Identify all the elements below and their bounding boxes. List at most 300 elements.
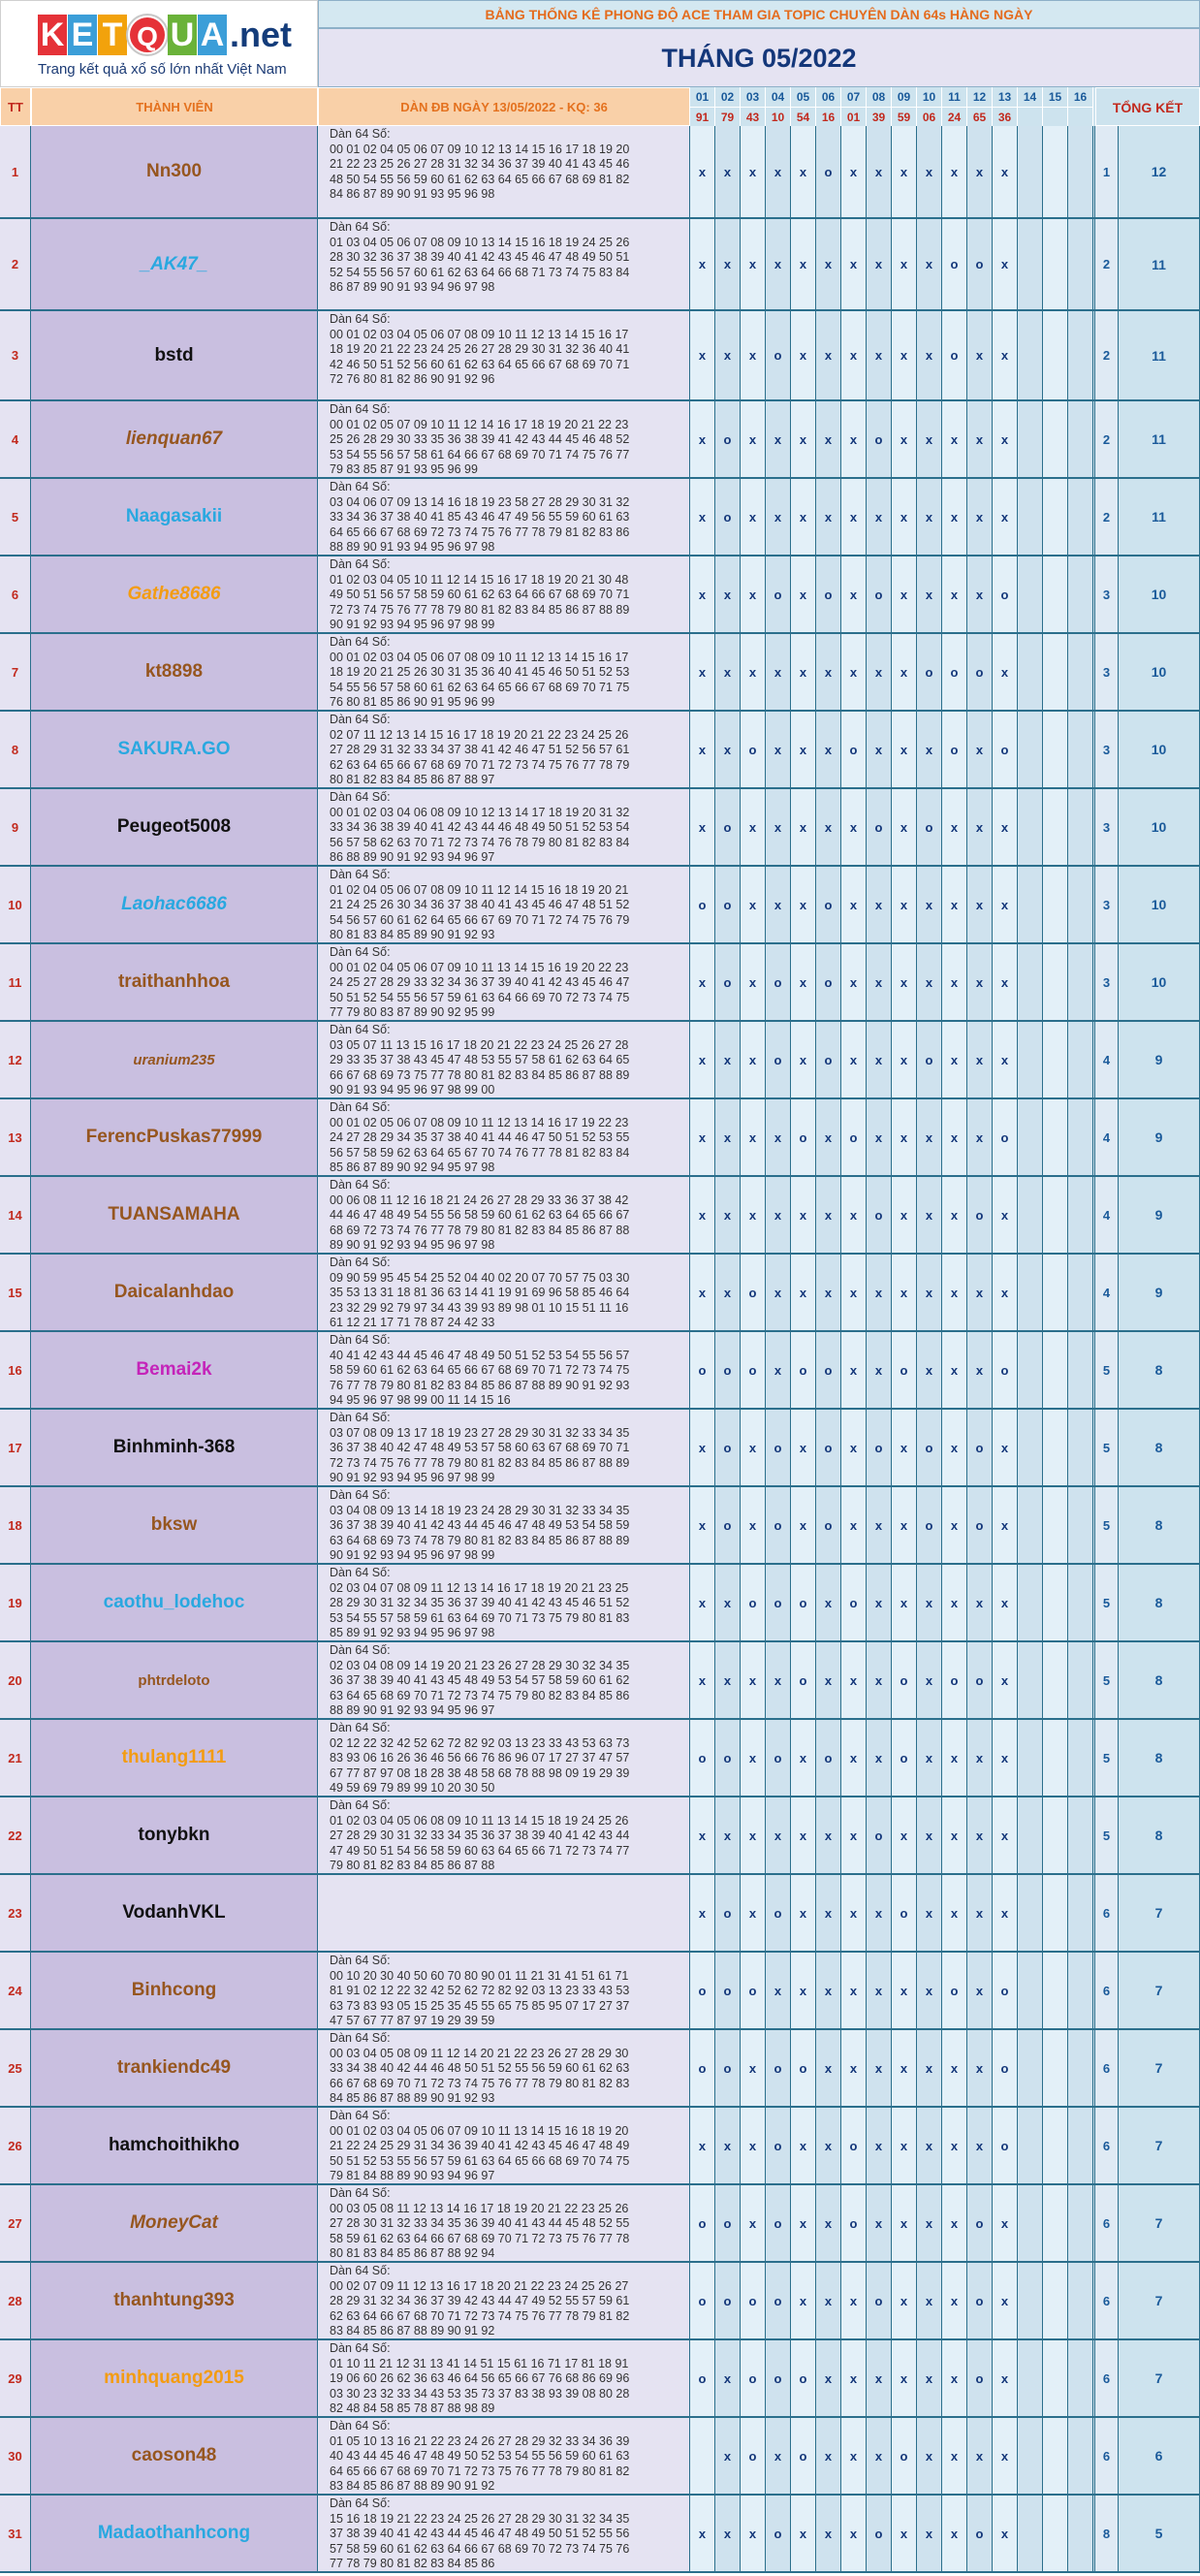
member-name[interactable]: TUANSAMAHA — [31, 1177, 318, 1255]
member-name[interactable]: Peugeot5008 — [31, 789, 318, 867]
day-mark: o — [942, 1642, 967, 1720]
total-hits: 6 — [1095, 2340, 1119, 2418]
day-mark: o — [993, 2030, 1018, 2108]
member-name[interactable]: phtrdeloto — [31, 1642, 318, 1720]
day-result: 79 — [715, 107, 741, 126]
day-result: 39 — [867, 107, 892, 126]
dan-numbers — [318, 1255, 690, 1332]
day-mark: x — [715, 311, 741, 401]
day-mark — [1018, 1177, 1043, 1255]
day-mark — [1018, 1565, 1043, 1642]
day-mark: x — [993, 479, 1018, 557]
table-row — [0, 1099, 1200, 1177]
dan-line: 47 57 67 77 87 97 19 29 39 59 — [330, 2014, 495, 2027]
dan-line: 61 12 21 17 71 78 87 24 42 33 — [330, 1316, 495, 1329]
total-misses: 8 — [1119, 1410, 1200, 1487]
dan-line: 80 81 82 83 84 85 86 87 88 97 — [330, 773, 495, 786]
day-mark: x — [892, 2108, 917, 2185]
day-mark: x — [690, 634, 715, 712]
member-name[interactable]: Daicalanhdao — [31, 1255, 318, 1332]
member-name[interactable]: Naagasakii — [31, 479, 318, 557]
dan-line: 52 54 55 56 57 60 61 62 63 64 66 68 71 73 74 75 83 84 — [330, 265, 630, 279]
day-mark: x — [816, 2340, 841, 2418]
day-mark: x — [841, 1410, 867, 1487]
table-row — [0, 789, 1200, 867]
day-mark: o — [766, 1720, 791, 1797]
dan-line: 23 32 29 92 79 97 34 43 39 93 89 98 01 10 15 51 11 16 — [330, 1300, 629, 1315]
day-mark: x — [690, 1022, 715, 1099]
day-mark: x — [690, 1797, 715, 1875]
day-mark: o — [867, 401, 892, 479]
dan-line: 27 28 30 31 32 33 34 35 36 39 40 41 43 44 45 48 52 55 — [330, 2216, 630, 2230]
day-result: 54 — [791, 107, 816, 126]
day-mark: x — [791, 1177, 816, 1255]
day-mark: o — [690, 2030, 715, 2108]
day-mark: o — [942, 219, 967, 311]
dan-line: 72 73 74 75 76 77 78 79 80 81 82 83 84 85 86 87 88 89 — [330, 1455, 630, 1470]
member-name[interactable]: caoson48 — [31, 2418, 318, 2496]
day-mark: o — [791, 2418, 816, 2496]
member-name[interactable]: hamchoithikho — [31, 2108, 318, 2185]
day-header: 04 — [766, 87, 791, 107]
dan-numbers — [318, 1022, 690, 1099]
day-mark — [1018, 557, 1043, 634]
dan-numbers — [318, 712, 690, 789]
dan-line: 90 91 92 93 94 95 96 97 98 99 — [330, 1548, 495, 1562]
total-misses: 7 — [1119, 2340, 1200, 2418]
dan-numbers — [318, 2030, 690, 2108]
dan-line: 49 59 69 79 89 99 10 20 30 50 — [330, 1781, 495, 1795]
day-mark: o — [715, 1720, 741, 1797]
day-mark: o — [841, 712, 867, 789]
day-mark: x — [741, 219, 766, 311]
day-mark: x — [942, 1332, 967, 1410]
total-hits: 6 — [1095, 1875, 1119, 1953]
day-mark: x — [741, 2496, 766, 2573]
day-mark: o — [867, 2496, 892, 2573]
day-mark: o — [993, 2108, 1018, 2185]
row-number: 28 — [0, 2263, 31, 2340]
day-mark: x — [816, 1565, 841, 1642]
dan-numbers — [318, 2340, 690, 2418]
day-mark: o — [917, 789, 942, 867]
col-header-dan: DÀN ĐB NGÀY 13/05/2022 - KQ: 36 — [318, 87, 690, 126]
day-mark: x — [942, 401, 967, 479]
day-mark: x — [993, 1875, 1018, 1953]
day-mark: o — [816, 1332, 841, 1410]
member-name[interactable]: bksw — [31, 1487, 318, 1565]
dan-line: 02 07 11 12 13 14 15 16 17 18 19 20 21 22 23 24 25 26 — [330, 727, 629, 742]
member-name[interactable]: traithanhhoa — [31, 944, 318, 1022]
day-mark: x — [967, 2030, 993, 2108]
day-mark: o — [967, 2185, 993, 2263]
dan-line: Dàn 64 Số: — [330, 868, 391, 881]
day-mark: x — [993, 944, 1018, 1022]
dan-line: 25 26 28 29 30 33 35 36 38 39 41 42 43 44 45 46 48 52 — [330, 432, 630, 446]
day-mark: x — [841, 401, 867, 479]
day-mark: x — [816, 712, 841, 789]
day-mark: o — [715, 401, 741, 479]
dan-line: 36 37 38 39 40 41 42 43 44 45 46 47 48 49 53 54 58 59 — [330, 1518, 630, 1532]
member-name[interactable]: Gathe8686 — [31, 557, 318, 634]
dan-line: 50 51 52 53 55 56 57 59 61 63 64 65 66 68 69 70 74 75 — [330, 2153, 630, 2168]
row-number: 2 — [0, 219, 31, 311]
day-header: 09 — [892, 87, 917, 107]
total-hits: 3 — [1095, 712, 1119, 789]
row-number: 15 — [0, 1255, 31, 1332]
dan-line: 63 64 65 68 69 70 71 72 73 74 75 79 80 82 83 84 85 86 — [330, 1688, 630, 1702]
day-mark: o — [816, 867, 841, 944]
day-mark: o — [741, 2418, 766, 2496]
day-mark: x — [791, 1022, 816, 1099]
dan-line: 28 30 32 36 37 38 39 40 41 42 43 45 46 47 48 49 50 51 — [330, 250, 630, 264]
table-row — [0, 1642, 1200, 1720]
day-mark: x — [917, 1255, 942, 1332]
dan-line: Dàn 64 Số: — [330, 945, 391, 959]
day-header: 07 — [841, 87, 867, 107]
day-mark: x — [841, 634, 867, 712]
member-name[interactable]: Nn300 — [31, 126, 318, 219]
day-mark: x — [816, 1642, 841, 1720]
dan-line: 40 43 44 45 46 47 48 49 50 52 53 54 55 56 59 60 61 63 — [330, 2449, 630, 2463]
member-name[interactable]: Bemai2k — [31, 1332, 318, 1410]
day-mark: x — [766, 634, 791, 712]
day-mark — [1068, 2418, 1093, 2496]
member-name[interactable]: SAKURA.GO — [31, 712, 318, 789]
member-name[interactable]: FerencPuskas77999 — [31, 1099, 318, 1177]
day-mark: x — [867, 1953, 892, 2030]
total-hits: 6 — [1095, 2263, 1119, 2340]
day-mark: x — [791, 2263, 816, 2340]
day-mark: x — [892, 1410, 917, 1487]
dan-line: 03 30 23 32 33 34 43 53 35 73 37 83 38 93 39 08 80 28 — [330, 2386, 630, 2401]
day-mark: x — [791, 1410, 816, 1487]
day-mark: x — [741, 2108, 766, 2185]
table-row — [0, 1177, 1200, 1255]
day-mark: x — [690, 1255, 715, 1332]
day-mark: x — [867, 1255, 892, 1332]
day-result: 01 — [841, 107, 867, 126]
member-name[interactable]: tonybkn — [31, 1797, 318, 1875]
day-mark: x — [993, 867, 1018, 944]
day-mark: o — [791, 1642, 816, 1720]
day-mark: x — [791, 1953, 816, 2030]
day-mark: x — [741, 2030, 766, 2108]
day-mark: x — [967, 557, 993, 634]
member-name[interactable]: uranium235 — [31, 1022, 318, 1099]
dan-line: 00 01 02 03 04 05 06 07 08 09 10 11 12 13 14 15 16 17 — [330, 327, 629, 341]
total-misses: 6 — [1119, 2418, 1200, 2496]
day-mark: o — [942, 634, 967, 712]
day-mark: o — [892, 2418, 917, 2496]
day-mark: x — [741, 1410, 766, 1487]
row-number: 13 — [0, 1099, 31, 1177]
day-mark — [1018, 1332, 1043, 1410]
day-mark: x — [715, 2496, 741, 2573]
day-mark: x — [791, 1875, 816, 1953]
col-header-member: THÀNH VIÊN — [31, 87, 318, 126]
dan-numbers — [318, 557, 690, 634]
member-name[interactable]: VodanhVKL — [31, 1875, 318, 1953]
day-mark: x — [766, 479, 791, 557]
row-number: 26 — [0, 2108, 31, 2185]
day-mark — [1043, 1720, 1068, 1797]
day-mark: x — [715, 1255, 741, 1332]
day-mark: x — [993, 401, 1018, 479]
dan-line: 66 67 68 69 70 71 72 73 74 75 76 77 78 79 80 81 82 83 — [330, 2076, 630, 2090]
row-number: 16 — [0, 1332, 31, 1410]
row-number: 27 — [0, 2185, 31, 2263]
day-mark: x — [741, 944, 766, 1022]
day-mark — [1043, 2340, 1068, 2418]
day-mark: x — [867, 2108, 892, 2185]
day-mark: x — [867, 867, 892, 944]
total-hits: 4 — [1095, 1177, 1119, 1255]
dan-line: 79 80 81 82 83 84 85 86 87 88 — [330, 1859, 495, 1872]
member-name[interactable]: Madaothanhcong — [31, 2496, 318, 2573]
dan-line: Dàn 64 Số: — [330, 790, 391, 804]
dan-line: 37 38 39 40 41 42 43 44 45 46 47 48 49 50 51 52 55 56 — [330, 2527, 630, 2540]
day-mark — [1043, 944, 1068, 1022]
day-mark: o — [967, 634, 993, 712]
total-hits: 5 — [1095, 1410, 1119, 1487]
day-mark — [1043, 2185, 1068, 2263]
row-number: 17 — [0, 1410, 31, 1487]
day-mark — [1018, 2030, 1043, 2108]
dan-line: 00 01 02 05 06 07 08 09 10 11 12 13 14 16 17 19 22 23 — [330, 1115, 629, 1129]
day-mark — [1043, 311, 1068, 401]
day-mark — [1043, 2263, 1068, 2340]
day-mark: x — [766, 789, 791, 867]
day-mark: x — [766, 1177, 791, 1255]
day-mark — [1068, 1642, 1093, 1720]
day-mark: x — [690, 311, 715, 401]
dan-line: 53 54 55 57 58 59 61 63 64 69 70 71 73 75 79 80 81 83 — [330, 1610, 630, 1625]
day-mark — [1018, 2108, 1043, 2185]
day-mark — [1018, 867, 1043, 944]
dan-line: 88 89 90 91 93 94 95 96 97 98 — [330, 540, 495, 554]
member-name[interactable]: bstd — [31, 311, 318, 401]
day-result: 65 — [967, 107, 993, 126]
dan-line: 21 24 25 26 30 34 36 37 38 40 41 43 45 46 47 48 51 52 — [330, 898, 630, 911]
day-mark: x — [741, 1487, 766, 1565]
day-mark: x — [867, 126, 892, 219]
table-row — [0, 1332, 1200, 1410]
row-number: 18 — [0, 1487, 31, 1565]
day-mark: o — [741, 1953, 766, 2030]
day-mark: x — [967, 479, 993, 557]
day-mark: o — [841, 1099, 867, 1177]
day-mark: x — [967, 712, 993, 789]
day-mark: x — [816, 1177, 841, 1255]
day-mark: x — [993, 1022, 1018, 1099]
total-misses: 7 — [1119, 2108, 1200, 2185]
day-mark: o — [715, 2185, 741, 2263]
day-mark: o — [741, 2340, 766, 2418]
day-mark — [1043, 2108, 1068, 2185]
table-row — [0, 2185, 1200, 2263]
member-name[interactable]: _AK47_ — [31, 219, 318, 311]
day-mark: x — [690, 126, 715, 219]
table-row — [0, 1797, 1200, 1875]
table-row — [0, 1487, 1200, 1565]
day-mark: x — [816, 401, 841, 479]
member-name[interactable]: MoneyCat — [31, 2185, 318, 2263]
dan-numbers — [318, 634, 690, 712]
day-mark: x — [715, 712, 741, 789]
day-mark — [1018, 712, 1043, 789]
day-mark — [1068, 2030, 1093, 2108]
day-mark — [1043, 1797, 1068, 1875]
dan-numbers — [318, 1953, 690, 2030]
member-name[interactable]: kt8898 — [31, 634, 318, 712]
day-mark: x — [993, 1255, 1018, 1332]
dan-line: 15 16 18 19 21 22 23 24 25 26 27 28 29 30 31 32 34 35 — [330, 2511, 630, 2526]
dan-line: 00 02 07 09 11 12 13 16 17 18 20 21 22 23 24 25 26 27 — [330, 2278, 629, 2293]
member-name[interactable]: minhquang2015 — [31, 2340, 318, 2418]
day-mark — [1068, 1410, 1093, 1487]
row-number: 31 — [0, 2496, 31, 2573]
dan-line: 00 01 02 03 04 06 08 09 10 12 13 14 17 18 19 20 31 32 — [330, 805, 630, 819]
day-mark: x — [791, 944, 816, 1022]
day-mark: x — [690, 2108, 715, 2185]
dan-line: 80 81 83 84 85 89 90 91 92 93 — [330, 928, 495, 941]
dan-line: 76 80 81 85 86 90 91 95 96 99 — [330, 695, 495, 709]
day-mark — [1068, 2496, 1093, 2573]
logo-letter: A — [198, 15, 227, 55]
day-mark — [1043, 1410, 1068, 1487]
day-mark: x — [917, 1797, 942, 1875]
day-mark: x — [917, 1177, 942, 1255]
day-mark: x — [715, 1022, 741, 1099]
day-mark — [690, 2418, 715, 2496]
total-misses: 8 — [1119, 1565, 1200, 1642]
table-row — [0, 867, 1200, 944]
day-mark: o — [715, 1332, 741, 1410]
day-mark: x — [766, 2418, 791, 2496]
row-number: 29 — [0, 2340, 31, 2418]
day-mark: x — [715, 634, 741, 712]
total-misses: 9 — [1119, 1255, 1200, 1332]
day-mark: o — [715, 1953, 741, 2030]
member-name[interactable]: Laohac6686 — [31, 867, 318, 944]
day-mark: x — [917, 2185, 942, 2263]
dan-line: 67 77 87 97 08 18 28 38 48 58 68 78 88 98 09 19 29 39 — [330, 1765, 630, 1780]
logo-letter: T — [98, 15, 127, 55]
dan-line: 83 84 85 86 87 88 89 90 91 92 — [330, 2479, 495, 2493]
day-mark: o — [766, 1022, 791, 1099]
total-hits: 2 — [1095, 479, 1119, 557]
day-mark: x — [766, 126, 791, 219]
day-mark: x — [867, 1099, 892, 1177]
day-mark — [1068, 479, 1093, 557]
table-row — [0, 557, 1200, 634]
day-mark — [1068, 1332, 1093, 1410]
total-misses: 8 — [1119, 1332, 1200, 1410]
day-mark: x — [892, 1099, 917, 1177]
member-name[interactable]: lienquan67 — [31, 401, 318, 479]
dan-line: 33 34 38 40 42 44 46 48 50 51 52 55 56 59 60 61 62 63 — [330, 2061, 630, 2075]
dan-numbers — [318, 401, 690, 479]
table-row — [0, 1410, 1200, 1487]
table-row — [0, 2263, 1200, 2340]
day-mark: x — [841, 1022, 867, 1099]
day-mark: o — [917, 1022, 942, 1099]
day-mark: x — [690, 557, 715, 634]
dan-line: Dàn 64 Số: — [330, 1411, 391, 1424]
member-name[interactable]: caothu_lodehoc — [31, 1565, 318, 1642]
dan-line: Dàn 64 Số: — [330, 2109, 391, 2122]
day-mark: x — [867, 2340, 892, 2418]
day-mark — [1068, 126, 1093, 219]
day-mark: x — [766, 1255, 791, 1332]
member-name[interactable]: Binhminh-368 — [31, 1410, 318, 1487]
row-number: 30 — [0, 2418, 31, 2496]
dan-line: 57 58 59 60 61 62 63 64 66 67 68 69 70 72 73 74 75 76 — [330, 2541, 630, 2556]
total-hits: 4 — [1095, 1022, 1119, 1099]
day-mark: o — [816, 1022, 841, 1099]
day-mark: o — [715, 2030, 741, 2108]
day-mark — [1043, 557, 1068, 634]
day-mark: x — [867, 1875, 892, 1953]
day-mark: x — [841, 1177, 867, 1255]
day-mark — [1018, 1022, 1043, 1099]
day-mark: x — [993, 311, 1018, 401]
day-mark: x — [942, 1022, 967, 1099]
dan-line: 19 06 60 26 62 36 63 46 64 56 65 66 67 76 68 86 69 96 — [330, 2371, 630, 2385]
dan-line: 58 59 61 62 63 64 66 67 68 69 70 71 72 73 75 76 77 78 — [330, 2231, 630, 2245]
day-mark — [1043, 712, 1068, 789]
member-name[interactable]: trankiendc49 — [31, 2030, 318, 2108]
day-mark: x — [917, 2030, 942, 2108]
day-mark: o — [766, 2185, 791, 2263]
member-name[interactable]: thulang1111 — [31, 1720, 318, 1797]
dan-line: 56 57 58 59 62 63 64 65 67 70 74 76 77 78 81 82 83 84 — [330, 1145, 630, 1160]
table-row — [0, 1565, 1200, 1642]
day-mark: x — [967, 311, 993, 401]
member-name[interactable]: thanhtung393 — [31, 2263, 318, 2340]
day-mark: x — [942, 2263, 967, 2340]
site-logo[interactable] — [0, 0, 318, 87]
total-hits: 3 — [1095, 557, 1119, 634]
day-mark: o — [993, 1099, 1018, 1177]
day-mark: o — [917, 634, 942, 712]
day-mark: x — [715, 219, 741, 311]
day-mark: x — [690, 712, 715, 789]
row-number: 12 — [0, 1022, 31, 1099]
total-misses: 9 — [1119, 1099, 1200, 1177]
dan-line: 00 01 02 04 05 06 07 09 10 12 13 14 15 16 17 18 19 20 — [330, 142, 630, 156]
day-mark: o — [816, 1487, 841, 1565]
day-mark — [1043, 1022, 1068, 1099]
day-mark: x — [993, 2185, 1018, 2263]
dan-line: 94 95 96 97 98 99 00 11 14 15 16 — [330, 1393, 511, 1407]
day-mark — [1018, 1099, 1043, 1177]
day-header: 11 — [942, 87, 967, 107]
day-mark: x — [741, 311, 766, 401]
member-name[interactable]: Binhcong — [31, 1953, 318, 2030]
day-mark: o — [993, 712, 1018, 789]
day-mark: o — [892, 1332, 917, 1410]
dan-numbers — [318, 2496, 690, 2573]
day-mark: x — [993, 2263, 1018, 2340]
day-mark: x — [892, 1953, 917, 2030]
dan-line: 56 57 58 62 63 70 71 72 73 74 76 78 79 80 81 82 83 84 — [330, 835, 630, 849]
day-mark — [1068, 2185, 1093, 2263]
day-mark — [1068, 712, 1093, 789]
dan-line: 48 50 54 55 56 59 60 61 62 63 64 65 66 67 68 69 81 82 — [330, 172, 630, 186]
day-mark: o — [766, 2496, 791, 2573]
